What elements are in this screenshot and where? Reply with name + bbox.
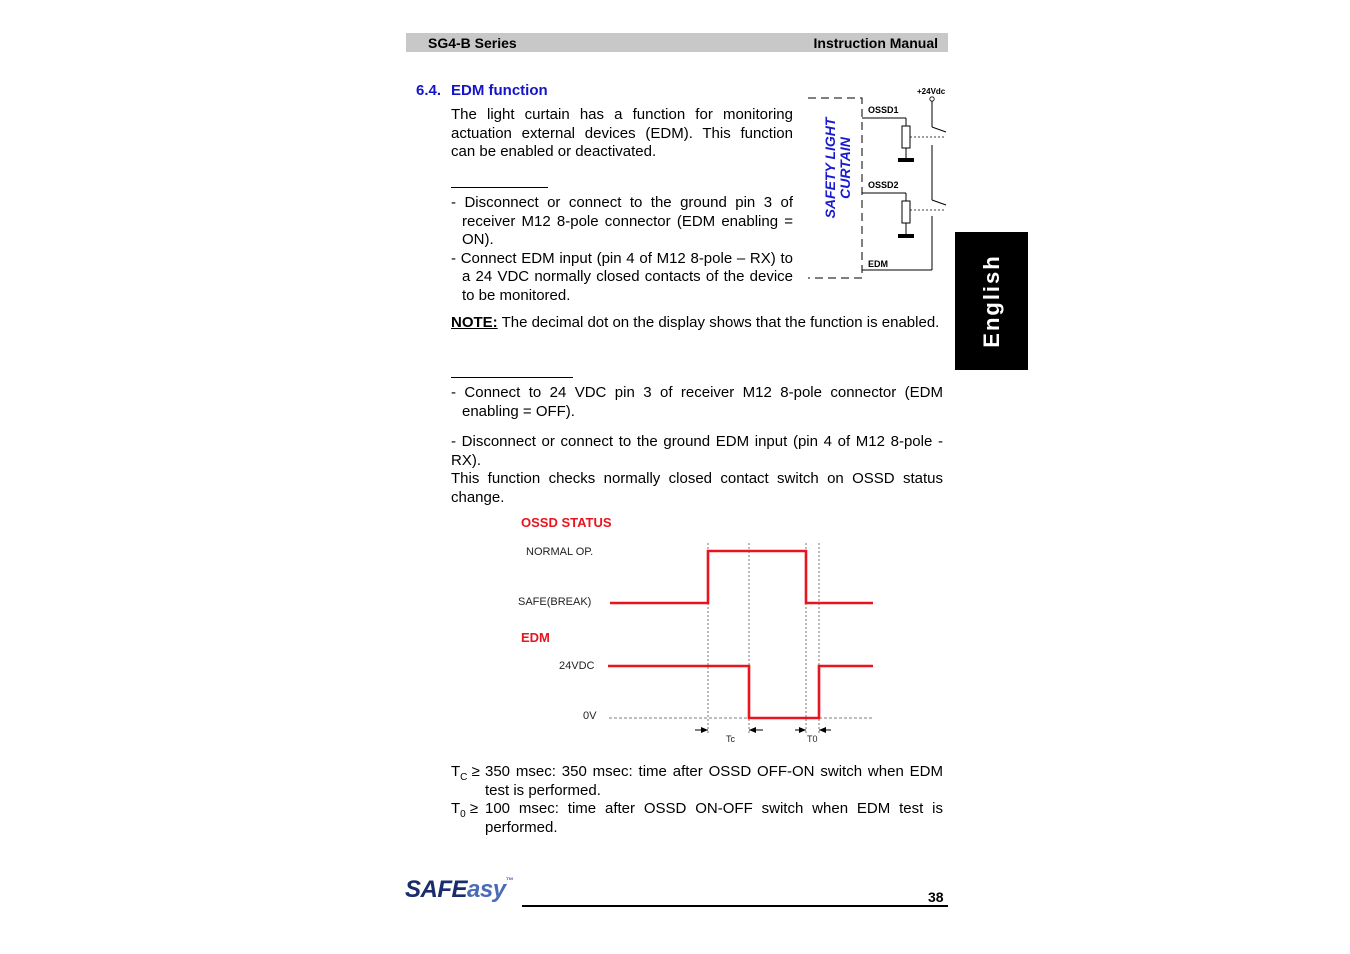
- tc-arrow-left-head: [701, 727, 708, 733]
- safeasy-logo: SAFEasy™: [405, 876, 514, 903]
- language-tab-english: [955, 232, 1028, 370]
- definition-tc-text: 350 msec: 350 msec: time after OSSD OFF-ON switch when EDM test is performed.: [485, 763, 943, 799]
- enable-heading-underline: [451, 187, 548, 188]
- note-label: NOTE:: [451, 314, 498, 331]
- definition-tc-term: $T_C$ ≥: [451, 763, 480, 783]
- section-number: 6.4.: [416, 82, 442, 99]
- t0-label: T0: [807, 734, 818, 744]
- ossd-signal-trace: [610, 551, 873, 603]
- relay2-coil: [902, 201, 910, 223]
- safe-break-label: SAFE(BREAK): [518, 596, 592, 608]
- note-text: The decimal dot on the display shows that the function is enabled.: [497, 314, 940, 331]
- edm-wiring-diagram: [800, 82, 950, 282]
- tc-arrow-right-head: [749, 727, 756, 733]
- definition-t0-text: 100 msec: time after OSSD ON-OFF switch when EDM test is performed.: [485, 800, 943, 836]
- v0-label: 0V: [583, 710, 597, 722]
- disable-after-text: This function checks normally closed contact switch on OSSD status change.: [451, 470, 943, 506]
- supply-terminal: [930, 97, 934, 101]
- relay2-contact: [932, 200, 946, 205]
- edm-signal-trace: [608, 666, 873, 718]
- v24-label: 24VDC: [559, 660, 595, 672]
- header-series: SG4-B Series: [428, 35, 517, 51]
- note-paragraph: [451, 314, 943, 333]
- ossd2-label: OSSD2: [868, 180, 899, 190]
- curtain-label-line1: SAFETY LIGHT: [822, 117, 838, 219]
- relay1-ground: [898, 158, 914, 162]
- edm-label: EDM: [868, 259, 888, 269]
- ossd1-label: OSSD1: [868, 105, 899, 115]
- curtain-label-line2: CURTAIN: [837, 137, 853, 199]
- header-manual-title: Instruction Manual: [813, 35, 938, 51]
- t0-arrow-left-head: [799, 727, 806, 733]
- definition-t0: [451, 800, 943, 837]
- enable-item-1: - Disconnect or connect to the ground pin 3 of receiver M12 8-pole connector (EDM enabling = ON).: [451, 194, 793, 248]
- section-heading: [416, 82, 548, 99]
- relay1-contact: [932, 127, 946, 132]
- page-header: [406, 33, 948, 52]
- disable-item-2: - Disconnect or connect to the ground EDM input (pin 4 of M12 8-pole - RX).: [451, 433, 943, 469]
- enable-list: [451, 194, 793, 305]
- timing-definitions: [451, 763, 943, 837]
- disable-heading-underline: [451, 377, 573, 378]
- intro-paragraph: The light curtain has a function for monitoring actuation external devices (EDM). This function can be enabled or deactivated.: [451, 106, 793, 160]
- disable-item-1: - Connect to 24 VDC pin 3 of receiver M12 8-pole connector (EDM enabling = OFF).: [451, 384, 943, 420]
- tc-label: Tc: [726, 734, 735, 744]
- supply-label: +24Vdc: [917, 87, 946, 96]
- definition-tc: [451, 763, 943, 800]
- ossd-status-title: OSSD STATUS: [521, 515, 612, 530]
- footer-rule: [522, 905, 948, 907]
- edm-title: EDM: [521, 630, 550, 645]
- section-title: EDM function: [451, 82, 548, 99]
- relay2-ground: [898, 234, 914, 238]
- language-tab-label: English: [978, 254, 1004, 348]
- disable-list: [451, 384, 943, 507]
- enable-item-2: - Connect EDM input (pin 4 of M12 8-pole – RX) to a 24 VDC normally closed contacts of the device to be monitored.: [451, 249, 793, 304]
- page-number: 38: [928, 889, 944, 905]
- edm-timing-diagram: [505, 508, 885, 748]
- relay1-coil: [902, 126, 910, 148]
- definition-t0-term: $T_0$ ≥: [451, 800, 479, 820]
- t0-arrow-right-head: [819, 727, 826, 733]
- normal-op-label: NORMAL OP.: [526, 546, 594, 558]
